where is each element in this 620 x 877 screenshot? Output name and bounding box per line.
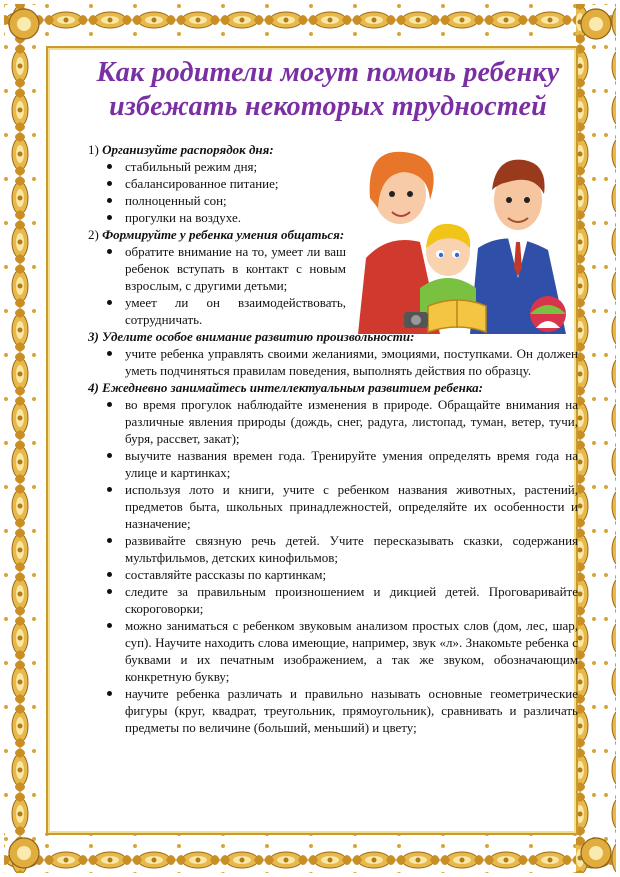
list-item: умеет ли он взаимодействовать, сотрудничать.	[125, 295, 346, 327]
list-item: обратите внимание на то, умеет ли ваш ребенок вступать в контакт с новым взрослым, с другими детьми;	[125, 244, 346, 293]
bullet-list	[88, 158, 578, 226]
list-item: стабильный режим дня;	[125, 158, 578, 175]
section-title: Уделите особое внимание развитию произвольности:	[102, 329, 415, 344]
section-heading	[88, 226, 346, 243]
bullet-list	[88, 243, 346, 328]
section-4	[88, 379, 578, 736]
section-title: Ежедневно занимайтесь интеллектуальным развитием ребенка:	[102, 380, 483, 395]
list-item: полноценный сон;	[125, 192, 578, 209]
list-item: научите ребенка различать и правильно называть основные геометрические фигуры (круг, квадрат, треугольник, прямоугольник), сравнивать и различать предметы по величине (больший, меньший) и цвету;	[125, 686, 578, 735]
list-item: составляйте рассказы по картинкам;	[125, 566, 578, 583]
list-item: во время прогулок наблюдайте изменения в природе. Обращайте внимания на различные явления природы (дождь, снег, радуга, листопад, туман, ветер, тучи, буря, рассвет, закат);	[125, 397, 578, 446]
section-heading	[88, 328, 578, 345]
list-item: следите за правильным произношением и дикцией детей. Проговаривайте скороговорки;	[125, 584, 578, 616]
document-body	[88, 141, 578, 736]
section-number: 4)	[88, 380, 99, 395]
list-item: выучите названия времен года. Тренируйте умения определять время года на улице и картинках;	[125, 448, 578, 480]
section-title: Организуйте распорядок дня:	[102, 142, 274, 157]
section-1	[88, 141, 578, 226]
list-item: прогулки на воздухе.	[125, 209, 578, 226]
bullet-list	[88, 396, 578, 736]
page-title: Как родители могут помочь ребенку избежать некоторых трудностей	[96, 57, 560, 122]
section-3	[88, 328, 578, 379]
list-item: учите ребенка управлять своими желаниями, эмоциями, поступками. Он должен уметь подчиняться правилам поведения, выполнять действия по образцу.	[125, 346, 578, 378]
section-number: 3)	[88, 329, 99, 344]
section-heading	[88, 379, 578, 396]
section-heading	[88, 141, 578, 158]
section-2	[88, 226, 346, 328]
section-number: 2)	[88, 227, 99, 242]
list-item: можно заниматься с ребенком звуковым анализом простых слов (дом, лес, шар, суп). Научите находить слова имеющие, например, звук «л». Знакомьте ребенка с буквами и их печатным изображением, а так же звуком, обозначающим конкретную букву;	[125, 618, 578, 684]
list-item: сбалансированное питание;	[125, 175, 578, 192]
bullet-list	[88, 345, 578, 379]
list-item: развивайте связную речь детей. Учите пересказывать сказки, содержания мультфильмов, детских кинофильмов;	[125, 533, 578, 565]
list-item: используя лото и книги, учите с ребенком названия животных, растений, предметов быта, школьных принадлежностей, определяйте их особенности и назначение;	[125, 482, 578, 531]
section-title: Формируйте у ребенка умения общаться:	[102, 227, 345, 242]
section-number: 1)	[88, 142, 99, 157]
